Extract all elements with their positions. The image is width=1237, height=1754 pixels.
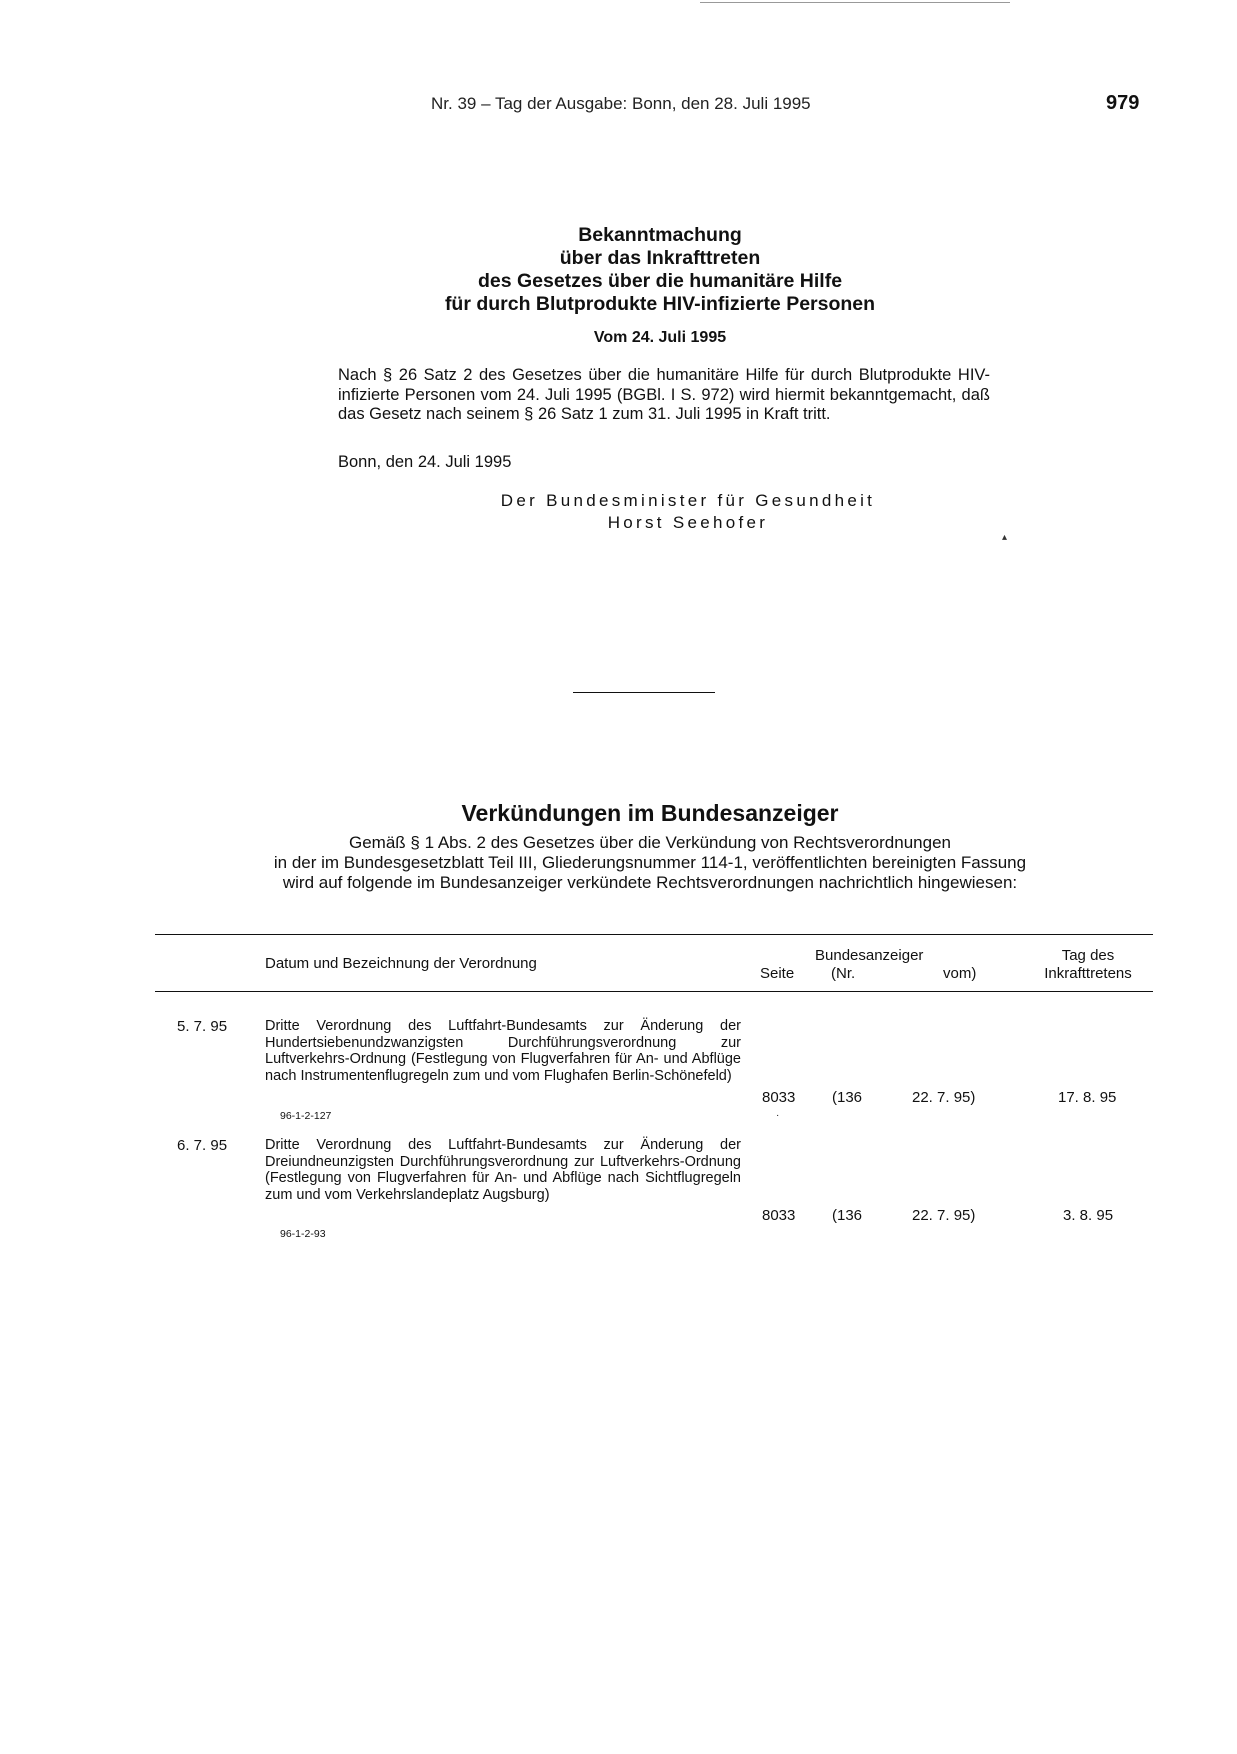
print-speck-mark: ▴ (1002, 532, 1008, 543)
header-effective (1027, 947, 1149, 983)
header-page: Seite (760, 965, 795, 982)
notice-section (330, 224, 990, 534)
header-gazette-no: (Nr. (831, 965, 856, 982)
notice-date: Vom 24. Juli 1995 (593, 329, 727, 346)
section-separator (573, 692, 715, 693)
row-effective: 17. 8. 95 (1058, 1089, 1117, 1106)
notice-title-line: des Gesetzes über die humanitäre Hilfe (477, 270, 843, 292)
row-description: Dritte Verordnung des Luftfahrt-Bundesamts zur Änderung der Hundertsiebenundzwanzigsten Durchführungsverordnung zur Luftverkehrs-Ordnung (Festlegung von Flugverfahren für An- und Abflüge nach Instrumentenflugregeln zum und vom Flughafen Berlin-Schönefeld) (265, 1018, 741, 1084)
notice-place-date: Bonn, den 24. Juli 1995 (338, 452, 512, 471)
row-gazette-from: 22. 7. 95) (912, 1207, 976, 1224)
intro-line: in der im Bundesgesetzblatt Teil III, Gliederungsnummer 114-1, veröffentlichten bereinigten Fassung (273, 853, 1027, 872)
header-effective-line: Inkrafttretens (1044, 965, 1132, 982)
row-gazette-from: 22. 7. 95) (912, 1089, 976, 1106)
top-edge-rule (700, 2, 1010, 3)
signatory-title: Der Bundesminister für Gesundheit (500, 490, 876, 510)
header-gazette: Bundesanzeiger (815, 947, 924, 964)
row-effective: 3. 8. 95 (1063, 1207, 1114, 1224)
row-page: 8033 (762, 1089, 796, 1106)
row-gazette-no: (136 (832, 1207, 863, 1224)
row-page: 8033 (762, 1207, 796, 1224)
announcements-section (150, 800, 1150, 893)
header-gazette-from: vom) (943, 965, 977, 982)
notice-body: Nach § 26 Satz 2 des Gesetzes über die humanitäre Hilfe für durch Blutprodukte HIV-infizierte Personen vom 24. Juli 1995 (BGBl. I S. 972) wird hiermit bekanntgemacht, daß das Gesetz nach seinem § 26 Satz 1 zum 31. Juli 1995 in Kraft tritt. (338, 366, 990, 423)
intro-line: Gemäß § 1 Abs. 2 des Gesetzes über die Verkündung von Rechtsverordnungen (349, 833, 951, 852)
intro-line: wird auf folgende im Bundesanzeiger verkündete Rechtsverordnungen nachrichtlich hingewiesen: (282, 873, 1018, 892)
table-top-rule (155, 934, 1153, 935)
row-date: 6. 7. 95 (177, 1137, 228, 1154)
notice-title-line: Bekanntmachung (578, 224, 742, 246)
row-gazette-no: (136 (832, 1089, 863, 1106)
row-description: Dritte Verordnung des Luftfahrt-Bundesamts zur Änderung der Dreiundneunzigsten Durchführungsverordnung zur Luftverkehrs-Ordnung (Festlegung von Flugverfahren für An- und Abflüge nach Sichtflugregeln zum und vom Verkehrslandeplatz Augsburg) (265, 1137, 741, 1203)
header-effective-line: Tag des (1061, 947, 1115, 964)
signatory-name: Horst Seehofer (607, 512, 769, 532)
row-code: 96-1-2-127 (280, 1110, 332, 1122)
signature-block (330, 490, 990, 534)
row-date: 5. 7. 95 (177, 1018, 228, 1035)
page-number: 979 (1106, 92, 1140, 114)
announcements-heading: Verkündungen im Bundesanzeiger (461, 800, 839, 826)
announcements-intro (150, 833, 1150, 893)
table-header-rule (155, 991, 1153, 992)
notice-title (330, 224, 990, 316)
notice-title-line: für durch Blutprodukte HIV-infizierte Personen (444, 293, 876, 315)
running-head: Nr. 39 – Tag der Ausgabe: Bonn, den 28. Juli 1995 (431, 94, 811, 113)
header-designation: Datum und Bezeichnung der Verordnung (265, 955, 537, 972)
row-dot-mark: · (776, 1110, 780, 1121)
row-code: 96-1-2-93 (280, 1228, 326, 1240)
notice-title-line: über das Inkrafttreten (559, 247, 761, 269)
